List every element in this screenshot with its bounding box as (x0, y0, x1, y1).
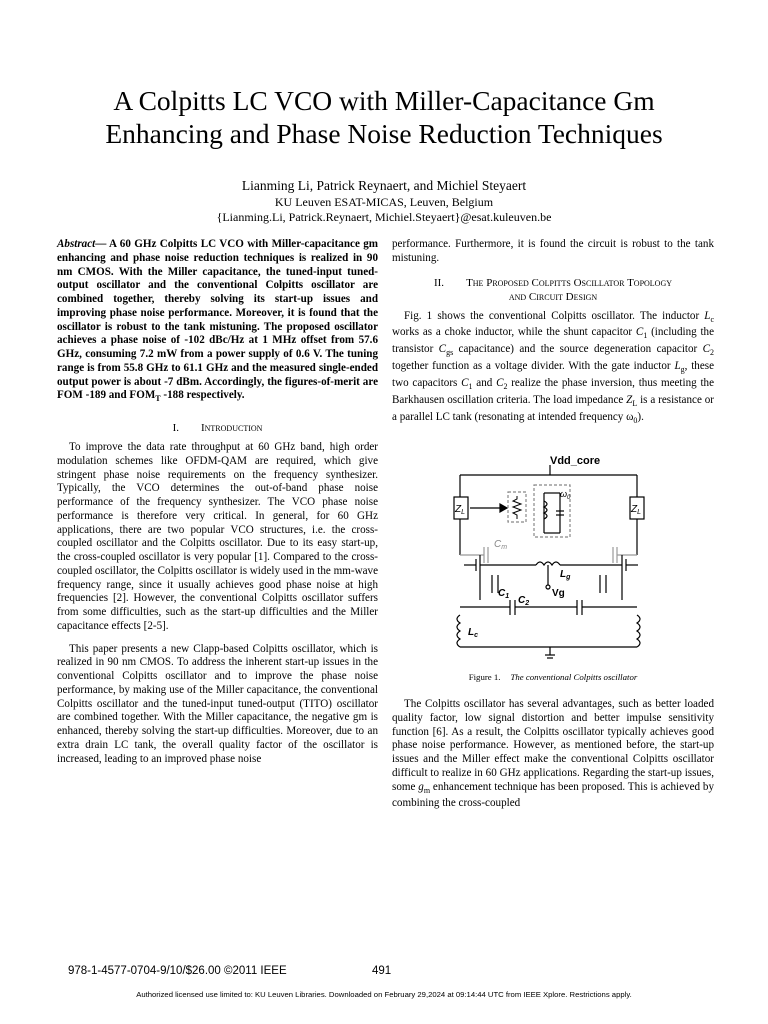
lg-label: $L_g$ (560, 569, 571, 581)
affiliation: KU Leuven ESAT-MICAS, Leuven, Belgium (274, 195, 494, 209)
right-column-lower (392, 698, 714, 811)
caption-text: The conventional Colpitts oscillator (510, 672, 638, 682)
zl-left-label: $Z_L$ (455, 504, 466, 516)
caption-number: Figure 1. (468, 672, 501, 682)
section-number: I. (172, 422, 179, 435)
left-column (57, 238, 378, 766)
title-line-2: Enhancing and Phase Noise Reduction Techniques (105, 118, 663, 149)
text-run: realize the phase inversion, thus meeting the Barkhausen oscillation criteria. The load impedance (392, 377, 714, 407)
section-heading-introduction (57, 421, 378, 435)
right-paragraph-0: performance. Furthermore, it is found the circuit is robust to the tank mistuning. (392, 238, 714, 264)
abstract-body: — A 60 GHz Colpitts LC VCO with Miller-capacitance gm enhancing and phase noise reduction techniques is realized in 90 nm CMOS. With the Miller capacitance, the tuned-input tuned-output oscillator and the conventional Colpitts oscillator are combined together, thereby solving its start-up issues and improving phase noise performance. Moreover, it is found that the oscillator is robust to the tank mistuning. The proposed oscillator achieves a phase noise of -102 dBc/Hz at 1 MHz offset from 57.6 GHz, consuming 7.2 mW from a power supply of 0.6 V. The tuning range is from 55.8 GHz to 61.1 GHz and the measured single-ended output power is about -7 dBm. Accordingly, the figures-of-merit are FOM -189 and FOM (57, 238, 378, 402)
text-run: (including the transistor (392, 326, 715, 356)
vg-label: Vg (552, 588, 565, 599)
text-run: together function as a voltage divider. With the gate inductor (392, 360, 675, 373)
abstract-end: -188 respectively. (160, 389, 245, 402)
section2-paragraph-1: Fig. 1 shows the conventional Colpitts oscillator. The inductor $L_c$ works as a choke inductor, while the shunt capacitor $C_1$ (including the transistor $C_{gs}$ capacitance) and the source degeneration capacitor $C_2$ together function as a voltage divider. With the gate inductor $L_g$, these two capacitors $C_1$ and $C_2$ realize the phase inversion, thus meeting the Barkhausen oscillation criteria. The load impedance $Z_L$ is a resistance or a parallel LC tank (resonating at intended frequency $\omega_0$). (392, 309, 715, 426)
section-heading-proposed (392, 276, 714, 304)
authors: Lianming Li, Patrick Reynaert, and Michiel Steyaert (241, 178, 527, 193)
emails: {Lianming.Li, Patrick.Reynaert, Michiel.Steyaert}@esat.kuleuven.be (216, 210, 552, 224)
footer-page-number: 491 (372, 965, 392, 977)
section-title: Introduction (200, 422, 263, 435)
c1-label: $C_1$ (498, 588, 510, 600)
cm-label: $C_m$ (494, 539, 508, 551)
text-run: works as a choke inductor, while the shunt capacitor (392, 326, 636, 339)
intro-paragraph-2: This paper presents a new Clapp-based Colpitts oscillator, which is realized in 90 nm CMOS. To address the inherent start-up issues in the conventional Colpitts oscillator and to improve the phase noise performance, by making use of the Miller capacitance, the conventional Colpitts oscillator and the tuned-input tuned-output (TITO) oscillator are combined together. With the Miller capacitance, the negative gm is enhanced, thereby solving the start-up difficulties. Moreover, due to an extra drain LC tank, the overall quality factor of the oscillator is increased, leading to an improved phase noise (57, 642, 378, 765)
text-run: enhancement technique has been proposed. This is achieved by combining the cross-coupled (392, 780, 714, 810)
right-column (392, 238, 714, 428)
right-paragraph-2: The Colpitts oscillator has several advantages, such as better loaded quality factor, low signal distortion and better impulse sensitivity function [6]. As a result, the Colpitts oscillator typically achieves good phase noise performance. However, as mentioned before, the start-up issues and the Miller effect make the conventional Colpitts oscillator difficult to realize in 60 GHz applications. Regarding the start-up issues, some $g_m$ enhancement technique has been proposed. This is achieved by combining the cross-coupled (392, 698, 714, 810)
omega0-label: $\omega_0$ (560, 489, 571, 501)
section-title-2-line1: The Proposed Colpitts Oscillator Topology (466, 276, 673, 289)
text-run: capacitance) and the source degeneration capacitor (453, 343, 703, 356)
text-run: ). (637, 411, 644, 424)
title-line-1: A Colpitts LC VCO with Miller-Capacitance Gm (113, 85, 655, 116)
figure-caption (392, 672, 714, 682)
vdd-label: Vdd_core (550, 455, 601, 467)
section-number-2: II. (433, 276, 445, 289)
c2-label: $C_2$ (518, 595, 530, 607)
abstract-sub: T (155, 394, 161, 404)
text-run: , these two capacitors (392, 360, 714, 390)
text-run: is a resistance or a parallel LC tank (resonating at intended frequency ω (392, 394, 714, 424)
figure-colpitts-schematic (452, 455, 666, 665)
section-title-2-line2: and Circuit Design (508, 290, 598, 303)
abstract (57, 238, 378, 406)
affiliation-block (0, 195, 768, 225)
zl-right-label: $Z_L$ (631, 504, 642, 516)
paper-title (0, 84, 768, 150)
lc-label: $L_c$ (468, 627, 479, 639)
intro-paragraph-1: To improve the data rate throughput at 60 GHz band, high order modulation schemes like OFDM-QAM are required, which give stringent phase noise requirements on the frequency synthesizer. Typically, the VCO determines the out-of-band phase noise performance of the frequency synthesizer. The VCO phase noise performance is therefore very critical. In general, for 60 GHz applications, there are two popular VCO structures, i.e. the cross-coupled oscillator and the Colpitts oscillator. Due to its easy start-up, the cross-coupled oscillator is very popular [1]. Compared to the cross-coupled oscillator, the Colpitts oscillator is widely used in the mm-wave frequency range, since it usually achieves good phase noise at high frequencies [2]. However, the conventional Colpitts oscillator suffers from some difficulties, such as the start-up difficulties and the Miller capacitance effects [2-5]. (57, 441, 378, 632)
abstract-lead: Abstract (57, 238, 96, 250)
text-run: and (472, 377, 497, 390)
footer-authorized-notice: Authorized licensed use limited to: KU Leuven Libraries. Downloaded on February 29,2024 at 09:14:44 UTC from IEEE Xplore. Restrictions apply. (136, 990, 632, 999)
text-run: Fig. 1 shows the conventional Colpitts oscillator. The inductor (404, 309, 705, 322)
text-run: The Colpitts oscillator has several advantages, such as better loaded quality factor, low signal distortion and better impulse sensitivity function [6]. As a result, the Colpitts oscillator typically achieves good phase noise performance. However, as mentioned before, the start-up issues and the Miller effect make the conventional Colpitts oscillator difficult to realize in 60 GHz applications. Regarding the start-up issues, some (392, 698, 714, 793)
footer-isbn: 978-1-4577-0704-9/10/$26.00 ©2011 IEEE (68, 965, 287, 977)
